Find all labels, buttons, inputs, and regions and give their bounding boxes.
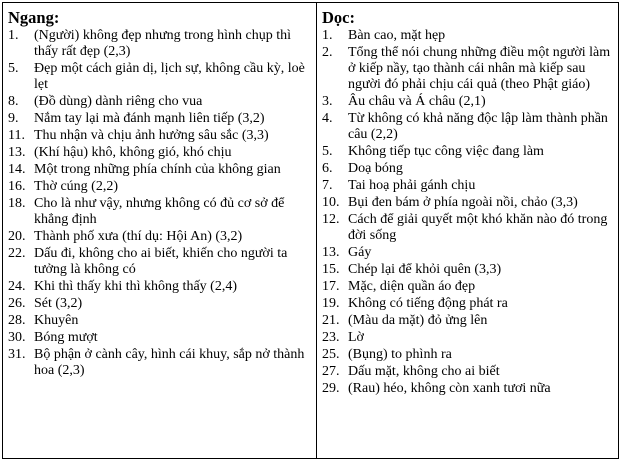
clue-item	[322, 45, 614, 93]
clue-text: Tổng thể nói chung những điều một người làm ở kiếp nầy, tạo thành cái nhân mà kiếp sau người đó phải chịu cái quả (theo Phật giáo)	[348, 45, 611, 92]
clue-number: 12.	[322, 212, 340, 227]
clue-number: 5.	[322, 144, 333, 159]
clue-number: 15.	[322, 262, 340, 277]
clue-item	[322, 144, 614, 160]
clue-item	[8, 279, 312, 295]
clue-text: Thành phố xưa (thí dụ: Hội An) (3,2)	[34, 229, 243, 244]
clue-item	[8, 246, 312, 278]
clue-number: 22.	[8, 246, 26, 261]
clue-number: 8.	[8, 94, 19, 109]
clue-text: Bàn cao, mặt hẹp	[348, 28, 446, 43]
clue-number: 23.	[322, 330, 340, 345]
clue-text: Sét (3,2)	[34, 296, 83, 311]
clue-number: 7.	[322, 178, 333, 193]
clue-text: (Khí hậu) khô, không gió, khó chịu	[34, 145, 232, 160]
clue-item	[8, 347, 312, 379]
clue-item	[322, 245, 614, 261]
clue-item	[8, 313, 312, 329]
clue-number: 21.	[322, 313, 340, 328]
across-column	[3, 3, 317, 458]
clue-item	[322, 279, 614, 295]
clue-number: 10.	[322, 195, 340, 210]
clue-text: Nắm tay lại mà đánh mạnh liên tiếp (3,2)	[34, 111, 265, 126]
clue-text: Lờ	[348, 330, 364, 345]
clue-item	[322, 381, 614, 397]
clue-item	[8, 330, 312, 346]
clue-number: 1.	[8, 28, 19, 43]
clue-item	[8, 196, 312, 228]
clue-item	[322, 111, 614, 143]
clue-item	[8, 61, 312, 93]
clue-number: 6.	[322, 161, 333, 176]
clue-number: 3.	[322, 94, 333, 109]
down-clue-list	[322, 28, 614, 397]
clue-text: Dấu mặt, không cho ai biết	[348, 364, 500, 379]
clue-number: 28.	[8, 313, 26, 328]
clue-number: 18.	[8, 196, 26, 211]
clue-item	[8, 28, 312, 60]
clue-item	[322, 347, 614, 363]
clue-text: Khi thì thấy khi thì không thấy (2,4)	[34, 279, 237, 294]
clue-text: Không có tiếng động phát ra	[348, 296, 508, 311]
clue-number: 5.	[8, 61, 19, 76]
clue-text: Thu nhận và chịu ảnh hưởng sâu sắc (3,3)	[34, 128, 269, 143]
clue-text: Mặc, diện quần áo đẹp	[348, 279, 476, 294]
clue-item	[322, 262, 614, 278]
clue-item	[322, 94, 614, 110]
clue-item	[8, 145, 312, 161]
clue-item	[8, 94, 312, 110]
clue-number: 17.	[322, 279, 340, 294]
clue-number: 20.	[8, 229, 26, 244]
clue-number: 4.	[322, 111, 333, 126]
clue-number: 9.	[8, 111, 19, 126]
clue-item	[322, 178, 614, 194]
clue-number: 13.	[8, 145, 26, 160]
clue-item	[8, 179, 312, 195]
clue-text: Cho là như vậy, nhưng không có đủ cơ sở để khẳng định	[34, 196, 285, 227]
clue-text: (Rau) héo, không còn xanh tươi nữa	[348, 381, 551, 396]
clue-text: Bộ phận ở cành cây, hình cái khuy, sắp nở thành hoa (2,3)	[34, 347, 305, 378]
clue-item	[322, 28, 614, 44]
clue-item	[8, 296, 312, 312]
clue-number: 24.	[8, 279, 26, 294]
clue-text: Bụi đen bám ở phía ngoài nồi, chảo (3,3)	[348, 195, 578, 210]
clue-number: 30.	[8, 330, 26, 345]
clue-text: Bóng mượt	[34, 330, 98, 345]
across-heading: Ngang:	[8, 8, 60, 27]
clue-number: 13.	[322, 245, 340, 260]
clue-number: 25.	[322, 347, 340, 362]
clue-text: Khuyên	[34, 313, 79, 328]
clue-number: 19.	[322, 296, 340, 311]
clue-item	[8, 111, 312, 127]
clue-number: 26.	[8, 296, 26, 311]
clue-number: 14.	[8, 162, 26, 177]
clue-text: Gáy	[348, 245, 372, 260]
clue-item	[8, 128, 312, 144]
clue-item	[322, 161, 614, 177]
clue-text: (Bụng) to phình ra	[348, 347, 452, 362]
clue-number: 16.	[8, 179, 26, 194]
across-clue-list	[8, 28, 312, 379]
clue-item	[322, 212, 614, 244]
clue-text: Thờ cúng (2,2)	[34, 179, 118, 194]
clue-item	[322, 330, 614, 346]
clue-item	[8, 229, 312, 245]
clue-text: Từ không có khả năng độc lập làm thành phần câu (2,2)	[348, 111, 608, 142]
clue-item	[322, 296, 614, 312]
clue-text: (Người) không đẹp nhưng trong hình chụp thì thấy rất đẹp (2,3)	[34, 28, 292, 59]
clue-text: Đẹp một cách giản dị, lịch sự, không cầu kỳ, loè lẹt	[34, 61, 305, 92]
clue-text: Doạ bóng	[348, 161, 403, 176]
down-column	[317, 3, 618, 458]
clue-number: 27.	[322, 364, 340, 379]
clue-item	[322, 195, 614, 211]
clue-text: Dấu đi, không cho ai biết, khiến cho người ta tưởng là không có	[34, 246, 288, 277]
clue-number: 2.	[322, 45, 333, 60]
clue-number: 11.	[8, 128, 25, 143]
clue-item	[322, 313, 614, 329]
clue-item	[322, 364, 614, 380]
clue-text: Không tiếp tục công việc đang làm	[348, 144, 544, 159]
clue-number: 31.	[8, 347, 26, 362]
clue-text: Tai hoạ phải gánh chịu	[348, 178, 476, 193]
clue-text: (Màu da mặt) đỏ ửng lên	[348, 313, 488, 328]
clue-text: (Đồ dùng) dành riêng cho vua	[34, 94, 203, 109]
clue-text: Một trong những phía chính của không gian	[34, 162, 281, 177]
down-heading: Dọc:	[322, 8, 355, 27]
clue-number: 1.	[322, 28, 333, 43]
clue-number: 29.	[322, 381, 340, 396]
clue-text: Chép lại để khỏi quên (3,3)	[348, 262, 502, 277]
clue-item	[8, 162, 312, 178]
clue-text: Cách để giải quyết một khó khăn nào đó trong đời sống	[348, 212, 608, 243]
clue-text: Âu châu và Á châu (2,1)	[348, 94, 486, 109]
crossword-clue-table	[2, 2, 619, 459]
